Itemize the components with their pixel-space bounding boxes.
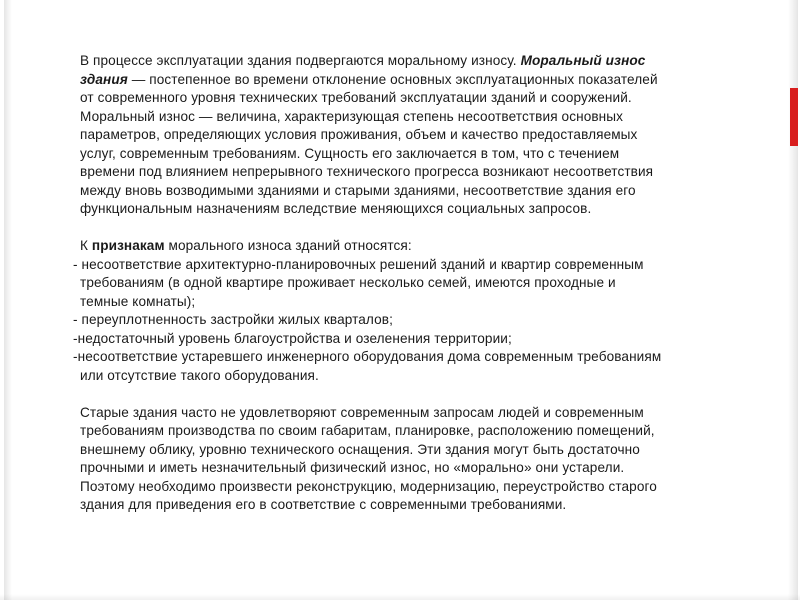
text-line: здания для приведения его в соответствие с современными требованиями. bbox=[80, 497, 567, 512]
term-bold-italic: Моральный износ bbox=[520, 53, 646, 68]
list-item bbox=[73, 330, 746, 349]
text-line: прочными и иметь незначительный физический износ, но «морально» они устарели. bbox=[80, 460, 625, 475]
text-line: параметров, определяющих условия проживания, объем и качество предоставляемых bbox=[80, 127, 638, 142]
text-line: требованиям производства по своим габаритам, планировке, расположению помещений, bbox=[80, 423, 655, 438]
list-item-line: требованиям (в одной квартире проживает несколько семей, имеются проходные и bbox=[80, 275, 616, 290]
paragraph-spacer bbox=[80, 385, 746, 404]
list-item-line: -несоответствие устаревшего инженерного оборудования дома современным требованиям bbox=[73, 349, 662, 364]
text-line: времени под влиянием непрерывного технического прогресса возникают несоответствия bbox=[80, 164, 654, 179]
list-item-line: темные комнаты); bbox=[80, 293, 196, 309]
paragraph-signs-list bbox=[73, 237, 746, 385]
text-line: между вновь возводимыми зданиями и старыми зданиями, несоответствие здания его bbox=[80, 182, 636, 198]
list-item-line: - несоответствие архитектурно-планировочных решений зданий и квартир современным bbox=[73, 256, 644, 272]
list-item bbox=[73, 311, 746, 330]
text-line: Поэтому необходимо произвести реконструкцию, модернизацию, переустройство старого bbox=[80, 478, 657, 494]
list-item-line: - переуплотненность застройки жилых кварталов; bbox=[73, 312, 393, 327]
text-line: от современного уровня технических требований эксплуатации зданий и сооружений. bbox=[80, 90, 632, 105]
list-item-line: или отсутствие такого оборудования. bbox=[80, 367, 319, 383]
list-item bbox=[73, 256, 746, 312]
list-item-line: -недостаточный уровень благоустройства и озеленения территории; bbox=[73, 330, 512, 346]
text-line: В процессе эксплуатации здания подвергаются моральному износу. Моральный износ bbox=[80, 53, 646, 68]
term-bold: признакам bbox=[91, 238, 165, 253]
paragraph-definition bbox=[80, 52, 746, 219]
slide-bottom-edge bbox=[0, 594, 800, 600]
text-line: услуг, современным требованиям. Сущность его заключается в том, что с течением bbox=[80, 145, 620, 161]
paragraph-old-buildings bbox=[80, 404, 746, 515]
list-intro: К признакам морального износа зданий относятся: bbox=[80, 238, 412, 253]
paragraph-spacer bbox=[80, 219, 746, 238]
text-line: внешнему облику, уровню технического оснащения. Эти здания могут быть достаточно bbox=[80, 441, 640, 457]
text-line: здания — постепенное во времени отклонение основных эксплуатационных показателей bbox=[80, 71, 658, 87]
slide-left-edge-shadow bbox=[4, 0, 12, 600]
term-bold-italic: здания bbox=[80, 71, 128, 87]
text-line: Моральный износ — величина, характеризующая степень несоответствия основных bbox=[80, 108, 624, 124]
text-line: функциональным назначениям вследствие меняющихся социальных запросов. bbox=[80, 201, 592, 216]
list-item bbox=[73, 348, 746, 385]
slide-text-body bbox=[73, 52, 746, 515]
text-line: Старые здания часто не удовлетворяют современным запросам людей и современным bbox=[80, 404, 644, 420]
red-accent-bar bbox=[790, 88, 798, 146]
